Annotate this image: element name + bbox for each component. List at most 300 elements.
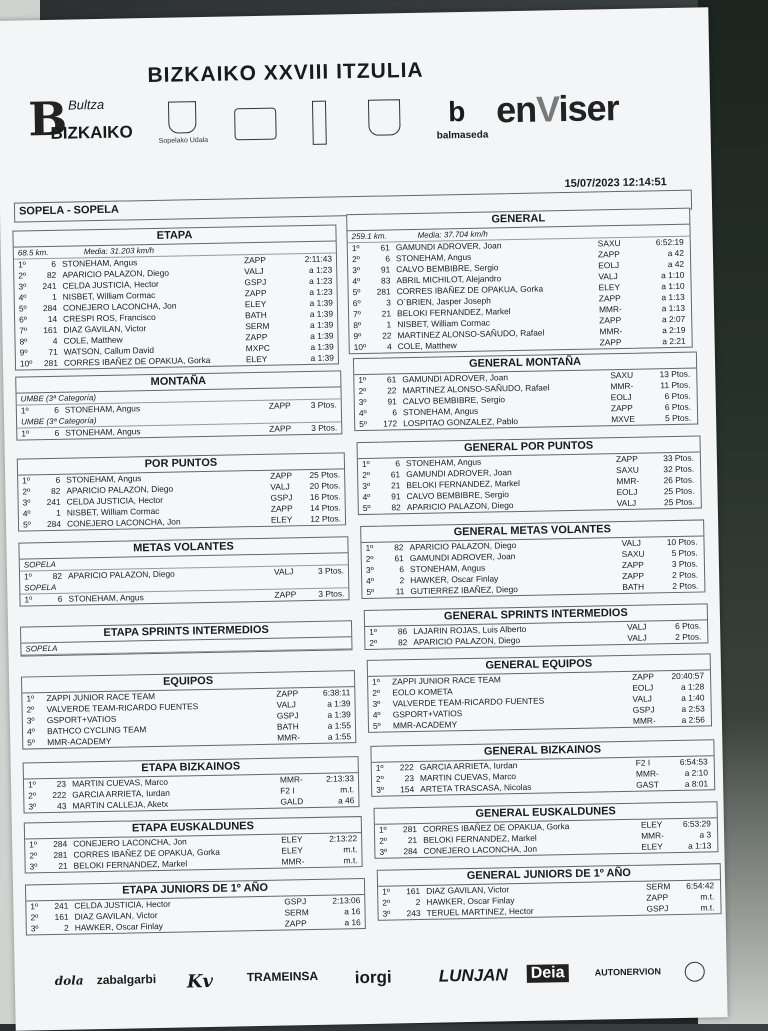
rider-name-cell: GAMUNDI ADROVER, Joan — [396, 240, 502, 253]
bib-number-cell: 91 — [375, 396, 397, 407]
bib-number-cell: 86 — [385, 626, 407, 637]
bib-number-cell: 11 — [382, 586, 404, 597]
bib-number-cell: 6 — [375, 407, 397, 418]
position-cell: 2º — [376, 773, 396, 784]
position-cell: 1º — [369, 627, 389, 638]
result-value-cell: 10 Ptos. — [667, 537, 698, 549]
rider-name-cell: CELDA JUSTICIA, Hector — [74, 899, 171, 912]
position-cell: 1º — [24, 571, 44, 582]
team-code-cell: VALJ — [632, 693, 652, 704]
bib-number-cell: 61 — [368, 242, 390, 253]
team-code-cell: VALJ — [274, 566, 294, 577]
rider-name-cell: MMR-ACADEMY — [47, 736, 111, 748]
team-code-cell: ZAPP — [598, 249, 620, 260]
result-value-cell: 12 Ptos. — [310, 513, 341, 525]
table-title: GENERAL JUNIORS DE 1º AÑO — [378, 864, 720, 887]
team-code-cell: BATH — [245, 310, 267, 321]
team-code-cell: GSPJ — [284, 896, 306, 907]
rider-name-cell: APARICIO PALAZON, Diego — [407, 500, 514, 513]
rider-name-cell: STONEHAM, Angus — [65, 426, 140, 438]
position-cell: 5º — [19, 303, 39, 314]
result-value-cell: a 1:28 — [681, 681, 705, 692]
rider-name-cell: VALVERDE TEAM-RICARDO FUENTES — [46, 701, 198, 715]
rider-name-cell: ZAPPI JUNIOR RACE TEAM — [46, 691, 155, 704]
result-value-cell: a 42 — [668, 248, 685, 259]
rider-name-cell: STONEHAM, Angus — [65, 403, 140, 415]
bib-number-cell: 284 — [35, 303, 57, 314]
rider-name-cell: BELOKI FERNANDEZ, Markel — [406, 478, 520, 491]
result-value-cell: a 1:39 — [310, 342, 334, 353]
team-code-cell: VALJ — [621, 538, 641, 549]
result-value-cell: a 2:19 — [662, 325, 686, 336]
position-cell: 7º — [19, 325, 39, 336]
table-title: ETAPA BIZKAINOS — [24, 757, 358, 779]
bib-number-cell: 4 — [35, 336, 57, 347]
team-code-cell: ZAPP — [245, 332, 267, 343]
position-cell: 5º — [353, 287, 373, 298]
result-value-cell: 2:13:06 — [332, 895, 360, 907]
bib-number-cell: 23 — [44, 779, 66, 790]
position-cell: 1º — [379, 824, 399, 835]
position-cell: 3º — [352, 265, 372, 276]
sponsor-iorgi: iorgi — [355, 968, 392, 989]
team-code-cell: ZAPP — [632, 671, 654, 682]
team-code-cell: MMR- — [636, 768, 659, 779]
bib-number-cell: 1 — [35, 292, 57, 303]
team-code-cell: VALJ — [270, 481, 290, 492]
result-value-cell: 3 Ptos. — [311, 422, 337, 433]
result-value-cell: 6:54:42 — [686, 880, 714, 892]
bib-number-cell: 61 — [374, 374, 396, 385]
result-value-cell: 6:52:19 — [656, 237, 684, 249]
result-value-cell: a 1:23 — [309, 265, 333, 276]
team-code-cell: VALJ — [627, 633, 647, 644]
bib-number-cell: 3 — [369, 297, 391, 308]
bib-number-cell: 284 — [395, 846, 417, 857]
result-value-cell: a 1:23 — [309, 287, 333, 298]
bib-number-cell: 2 — [382, 575, 404, 586]
team-code-cell: GAST — [636, 779, 659, 790]
position-cell: 3º — [366, 565, 386, 576]
team-code-cell: BATH — [622, 582, 644, 593]
team-code-cell: SERM — [245, 321, 269, 332]
position-cell: 1º — [21, 405, 41, 416]
position-cell: 8º — [353, 320, 373, 331]
result-value-cell: a 2:21 — [662, 336, 686, 347]
position-cell: 3º — [376, 784, 396, 795]
position-cell: 2º — [379, 835, 399, 846]
rider-name-cell: HAWKER, Oscar Finlay — [75, 921, 163, 934]
subsection-label: SOPELA — [20, 553, 348, 571]
team-code-cell: GSPJ — [633, 704, 655, 715]
team-code-cell: VALJ — [244, 266, 264, 277]
distance-km: 68.5 km. — [18, 248, 49, 258]
table-title: GENERAL MONTAÑA — [354, 353, 696, 376]
result-value-cell: 2 Ptos. — [672, 581, 698, 592]
rider-name-cell: COLE, Matthew — [398, 340, 457, 352]
bib-number-cell: 281 — [395, 824, 417, 835]
bib-number-cell: 161 — [35, 325, 57, 336]
rider-name-cell: BELOKI FERNANDEZ, Markel — [397, 306, 511, 319]
position-cell: 3º — [379, 846, 399, 857]
general-euskaldunes-table — [374, 801, 719, 859]
position-cell: 2º — [30, 912, 50, 923]
position-cell: 1º — [365, 543, 385, 554]
result-value-cell: a 1:39 — [327, 709, 351, 720]
rider-name-cell: CORRES IBAÑEZ DE OPAKUA, Gorka — [423, 821, 570, 835]
result-value-cell: a 1:13 — [661, 292, 685, 303]
bib-number-cell: 172 — [375, 418, 397, 429]
result-value-cell: m.t. — [343, 844, 357, 855]
team-code-cell: ZAPP — [285, 918, 307, 929]
result-value-cell: a 1:13 — [688, 840, 712, 851]
rider-name-cell: APARICIO PALAZON, Diego — [62, 268, 169, 281]
bib-number-cell: 6 — [40, 594, 62, 605]
team-code-cell: ZAPP — [599, 293, 621, 304]
subsection-label: SOPELA — [21, 637, 351, 655]
rider-name-cell: MARTIN CUEVAS, Marco — [420, 771, 516, 784]
table-title: POR PUNTOS — [18, 453, 344, 475]
position-cell: 3º — [31, 923, 51, 934]
team-code-cell: EOLJ — [632, 682, 653, 693]
bib-number-cell: 91 — [378, 491, 400, 502]
sponsor-lunjan: LUNJAN — [439, 965, 508, 986]
table-title: ETAPA SPRINTS INTERMEDIOS — [21, 621, 351, 643]
bib-number-cell: 281 — [369, 286, 391, 297]
sponsors-footer — [35, 961, 716, 1008]
table-title: GENERAL BIZKAINOS — [371, 740, 713, 763]
result-value-cell: 3 Ptos. — [672, 559, 698, 570]
bib-number-cell: 82 — [379, 502, 401, 513]
position-cell: 1º — [26, 693, 46, 704]
position-cell: 2º — [18, 270, 38, 281]
position-cell: 2º — [28, 790, 48, 801]
rider-name-cell: MARTINEZ ALONSO-SAÑUDO, Rafael — [402, 382, 549, 396]
position-cell: 1º — [28, 779, 48, 790]
rider-name-cell: GAMUNDI ADROVER, Joan — [402, 372, 508, 385]
position-cell: 2º — [382, 897, 402, 908]
bib-number-cell: 83 — [368, 275, 390, 286]
team-code-cell: ZAPP — [622, 571, 644, 582]
position-cell: 1º — [352, 243, 372, 254]
bib-number-cell: 161 — [398, 886, 420, 897]
position-cell: 2º — [369, 637, 389, 648]
bib-number-cell: 71 — [36, 347, 58, 358]
position-cell: 2º — [362, 470, 382, 481]
bib-number-cell: 82 — [38, 486, 60, 497]
position-cell: 6º — [19, 314, 39, 325]
position-cell: 4º — [359, 408, 379, 419]
bib-number-cell: 4 — [370, 341, 392, 352]
rider-name-cell: ZAPPI JUNIOR RACE TEAM — [392, 674, 501, 687]
position-cell: 4º — [352, 276, 372, 287]
rider-name-cell: STONEHAM, Angus — [68, 592, 143, 604]
position-cell: 1º — [376, 762, 396, 773]
rider-name-cell: LAJARIN ROJAS, Luis Alberto — [413, 624, 526, 637]
team-code-cell: ZAPP — [269, 423, 291, 434]
team-code-cell: ELEY — [281, 834, 303, 845]
bultza-bizkaiko-logo — [28, 90, 139, 152]
rider-name-cell: CELDA JUSTICIA, Hector — [67, 495, 164, 508]
rider-name-cell: GAMUNDI ADROVER, Joan — [406, 467, 512, 480]
sopelako-shield-icon — [168, 101, 197, 134]
position-cell: 2º — [372, 687, 392, 698]
bib-number-cell: 284 — [45, 839, 67, 850]
result-value-cell: 6:54:53 — [680, 756, 708, 768]
result-value-cell: a 1:23 — [309, 276, 333, 287]
rider-name-cell: STONEHAM, Angus — [62, 257, 137, 269]
position-cell: 1º — [362, 459, 382, 470]
enviser-check-icon: V — [536, 88, 559, 129]
table-title: ETAPA — [13, 225, 335, 247]
result-value-cell: 5 Ptos. — [665, 413, 691, 424]
team-code-cell: ZAPP — [271, 503, 293, 514]
table-title: GENERAL EQUIPOS — [368, 654, 710, 677]
rider-name-cell: CONEJERO LACONCHA, Jon — [67, 516, 181, 529]
result-value-cell: 2:13:22 — [329, 833, 357, 845]
bib-number-cell: 21 — [46, 861, 68, 872]
bib-number-cell: 21 — [395, 835, 417, 846]
team-code-cell: VALJ — [598, 271, 618, 282]
rider-name-cell: STONEHAM, Angus — [406, 457, 481, 469]
rider-name-cell: CALVO BEMBIBRE, Sergio — [403, 394, 505, 407]
print-datetime: 15/07/2023 12:14:51 — [564, 176, 666, 190]
team-code-cell: ZAPP — [245, 288, 267, 299]
rider-name-cell: MARTINEZ ALONSO-SAÑUDO, Rafael — [397, 327, 544, 341]
bib-number-cell: 154 — [392, 784, 414, 795]
result-value-cell: a 2:07 — [662, 314, 686, 325]
result-value-cell: a 3 — [699, 829, 711, 840]
result-value-cell: 16 Ptos. — [310, 491, 341, 503]
team-code-cell: ELEY — [246, 354, 268, 365]
logo-b-glyph: B — [28, 92, 68, 147]
bib-number-cell: 6 — [34, 259, 56, 270]
rider-name-cell: MARTIN CALLEJA, Aketx — [72, 799, 168, 812]
result-value-cell: a 1:40 — [681, 692, 705, 703]
team-code-cell: F2 I — [636, 758, 651, 769]
result-value-cell: 6:53:29 — [683, 818, 711, 830]
rider-name-cell: APARICIO PALAZON, Diego — [68, 569, 175, 582]
team-code-cell: ZAPP — [611, 403, 633, 414]
rider-name-cell: GSPORT+VATIOS — [393, 708, 463, 720]
position-cell: 3º — [362, 481, 382, 492]
position-cell: 4º — [362, 492, 382, 503]
result-value-cell: 25 Ptos. — [664, 497, 695, 509]
position-cell: 3º — [18, 281, 38, 292]
rider-name-cell: VALVERDE TEAM-RICARDO FUENTES — [392, 696, 544, 710]
result-value-cell: 33 Ptos. — [663, 453, 694, 465]
team-code-cell: F2 I — [280, 785, 295, 796]
bizkainos-table — [23, 756, 360, 813]
result-value-cell: 25 Ptos. — [309, 469, 340, 481]
team-code-cell: ELEY — [641, 819, 663, 830]
rider-name-cell: O`BRIEN, Jasper Joseph — [397, 295, 491, 308]
position-cell: 3º — [382, 908, 402, 919]
sponsor-trameinsa: TRAMEINSA — [247, 969, 319, 984]
result-value-cell: 3 Ptos. — [318, 588, 344, 599]
position-cell: 6º — [353, 298, 373, 309]
team-code-cell: SAXU — [598, 238, 621, 249]
team-code-cell: GSPJ — [646, 903, 668, 914]
equipos-table — [21, 670, 356, 749]
sponsor-kv-logo: Kv — [187, 971, 214, 992]
team-code-cell: GALD — [280, 796, 303, 807]
rider-name-cell: WATSON, Callum David — [64, 345, 154, 358]
position-cell: 4º — [23, 508, 43, 519]
team-code-cell: MMR- — [277, 732, 300, 743]
sponsor-autonervion: AUTONERVION — [595, 966, 661, 977]
team-code-cell: ZAPP — [269, 400, 291, 411]
bib-number-cell: 21 — [369, 308, 391, 319]
result-value-cell: a 42 — [668, 259, 685, 270]
subsection-label: UMBE (3ª Categoría) — [17, 387, 341, 405]
team-code-cell: SAXU — [616, 465, 639, 476]
result-value-cell: 20:40:57 — [671, 670, 704, 682]
table-title: GENERAL SPRINTS INTERMEDIOS — [365, 604, 707, 627]
team-code-cell: EOLJ — [611, 392, 632, 403]
general-bizkainos-table — [370, 739, 715, 797]
team-code-cell: MMR- — [280, 774, 303, 785]
result-value-cell: a 1:13 — [662, 303, 686, 314]
average-speed: Media: 31.203 km/h — [84, 245, 154, 257]
result-value-cell: 6 Ptos. — [665, 402, 691, 413]
rider-name-cell: MARTIN CUEVAS, Marco — [72, 777, 168, 790]
position-cell: 2º — [352, 254, 372, 265]
table-title: EQUIPOS — [22, 671, 354, 693]
rider-name-cell: CORRES IBAÑEZ DE OPAKUA, Gorka — [64, 355, 211, 369]
result-value-cell: a 1:55 — [328, 731, 352, 742]
bib-number-cell: 243 — [398, 908, 420, 919]
team-code-cell: ELEY — [641, 841, 663, 852]
rider-name-cell: NISBET, William Cormac — [397, 318, 490, 331]
metas-table — [18, 536, 349, 606]
general-table — [346, 208, 693, 355]
subsection-label: SOPELA — [20, 576, 348, 594]
consejo-logo-icon — [234, 108, 277, 141]
general-equipos-table — [367, 653, 712, 733]
bib-number-cell: 161 — [46, 912, 68, 923]
result-value-cell: a 1:39 — [309, 298, 333, 309]
bib-number-cell: 22 — [369, 330, 391, 341]
position-cell: 1º — [30, 901, 50, 912]
table-title: GENERAL EUSKALDUNES — [375, 802, 717, 825]
result-value-cell: m.t. — [343, 855, 357, 866]
bib-number-cell: 2 — [47, 923, 69, 934]
result-value-cell: m.t. — [700, 902, 714, 913]
position-cell: 1º — [24, 594, 44, 605]
position-cell: 1º — [358, 375, 378, 386]
bib-number-cell: 284 — [39, 519, 61, 530]
rider-name-cell: BELOKI FERNANDEZ, Markel — [74, 858, 188, 871]
result-value-cell: a 2:56 — [682, 714, 706, 725]
bib-number-cell: 23 — [392, 773, 414, 784]
position-cell: 5º — [27, 737, 47, 748]
position-cell: 4º — [27, 726, 47, 737]
sopelako-label: Sopelako Udala — [159, 137, 209, 145]
team-code-cell: ZAPP — [599, 315, 621, 326]
result-value-cell: 14 Ptos. — [310, 502, 341, 514]
bib-number-cell: 241 — [39, 497, 61, 508]
team-code-cell: ZAPP — [600, 337, 622, 348]
result-value-cell: 20 Ptos. — [310, 480, 341, 492]
rider-name-cell: DIAZ GAVILAN, Victor — [63, 323, 146, 336]
sponsor-ayuntamiento-logo: dola — [55, 973, 84, 988]
team-code-cell: MMR- — [641, 830, 664, 841]
enviser-part-2: iser — [558, 87, 619, 129]
result-value-cell: 6:38:11 — [323, 687, 351, 699]
euskaldunes-table — [24, 816, 363, 873]
team-code-cell: GSPJ — [244, 277, 266, 288]
balmaseda-logo-icon: b — [448, 96, 466, 128]
bib-number-cell: 21 — [378, 480, 400, 491]
team-code-cell: ELEY — [245, 299, 267, 310]
rider-name-cell: APARICIO PALAZON, Diego — [409, 540, 516, 553]
result-value-cell: 2 Ptos. — [672, 570, 698, 581]
position-cell: 2º — [366, 554, 386, 565]
bib-number-cell: 241 — [34, 281, 56, 292]
team-code-cell: ZAPP — [616, 454, 638, 465]
team-code-cell: ZAPP — [274, 589, 296, 600]
rider-name-cell: CRESPI ROS, Francisco — [63, 312, 156, 325]
bib-number-cell: 91 — [368, 264, 390, 275]
table-title: METAS VOLANTES — [19, 537, 347, 559]
position-cell: 3º — [23, 497, 43, 508]
position-cell: 4º — [373, 709, 393, 720]
bib-number-cell: 222 — [44, 790, 66, 801]
result-value-cell: a 1:10 — [661, 270, 685, 281]
team-code-cell: ELEY — [599, 282, 621, 293]
team-code-cell: MMR- — [599, 304, 622, 315]
rider-name-cell: ARTETA TRASCASA, Nicolas — [420, 782, 531, 795]
rider-name-cell: NISBET, William Cormac — [67, 506, 160, 519]
results-sheet — [0, 7, 728, 1030]
result-value-cell: a 1:55 — [328, 720, 352, 731]
bib-number-cell: 6 — [382, 564, 404, 575]
table-title: ETAPA EUSKALDUNES — [25, 817, 361, 839]
team-code-cell: MMR- — [616, 476, 639, 487]
rider-name-cell: NISBET, William Cormac — [63, 290, 156, 303]
result-value-cell: a 1:39 — [327, 698, 351, 709]
position-cell: 5º — [366, 587, 386, 598]
position-cell: 7º — [353, 309, 373, 320]
general-puntos-table — [357, 435, 702, 515]
rider-name-cell: EOLO KOMETA — [392, 686, 453, 698]
result-value-cell: a 16 — [344, 906, 361, 917]
average-speed: Media: 37.704 km/h — [417, 229, 487, 241]
bib-number-cell: 1 — [39, 508, 61, 519]
page-title: BIZKAIKO XXVIII ITZULIA — [147, 59, 424, 88]
rider-name-cell: DIAZ GAVILAN, Victor — [426, 884, 509, 897]
result-value-cell: a 8:01 — [685, 778, 709, 789]
result-value-cell: a 1:10 — [661, 281, 685, 292]
team-code-cell: VALJ — [276, 699, 296, 710]
result-value-cell: 11 Ptos. — [660, 380, 690, 392]
team-code-cell: VALJ — [617, 498, 637, 509]
team-code-cell: ELEY — [281, 845, 303, 856]
rider-name-cell: GARCIA ARRIETA, Iurdan — [420, 760, 518, 773]
bib-number-cell: 6 — [378, 458, 400, 469]
team-code-cell: MMR- — [599, 326, 622, 337]
bib-number-cell: 281 — [36, 358, 58, 369]
team-code-cell: SAXU — [610, 370, 633, 381]
bib-number-cell: 1 — [369, 319, 391, 330]
result-value-cell: a 2:10 — [685, 767, 709, 778]
table-title: GENERAL METAS VOLANTES — [361, 520, 703, 543]
team-code-cell: MXPC — [246, 343, 270, 354]
team-code-cell: EOLJ — [616, 487, 637, 498]
position-cell: 2º — [26, 704, 46, 715]
rider-name-cell: STONEHAM, Angus — [66, 473, 141, 485]
